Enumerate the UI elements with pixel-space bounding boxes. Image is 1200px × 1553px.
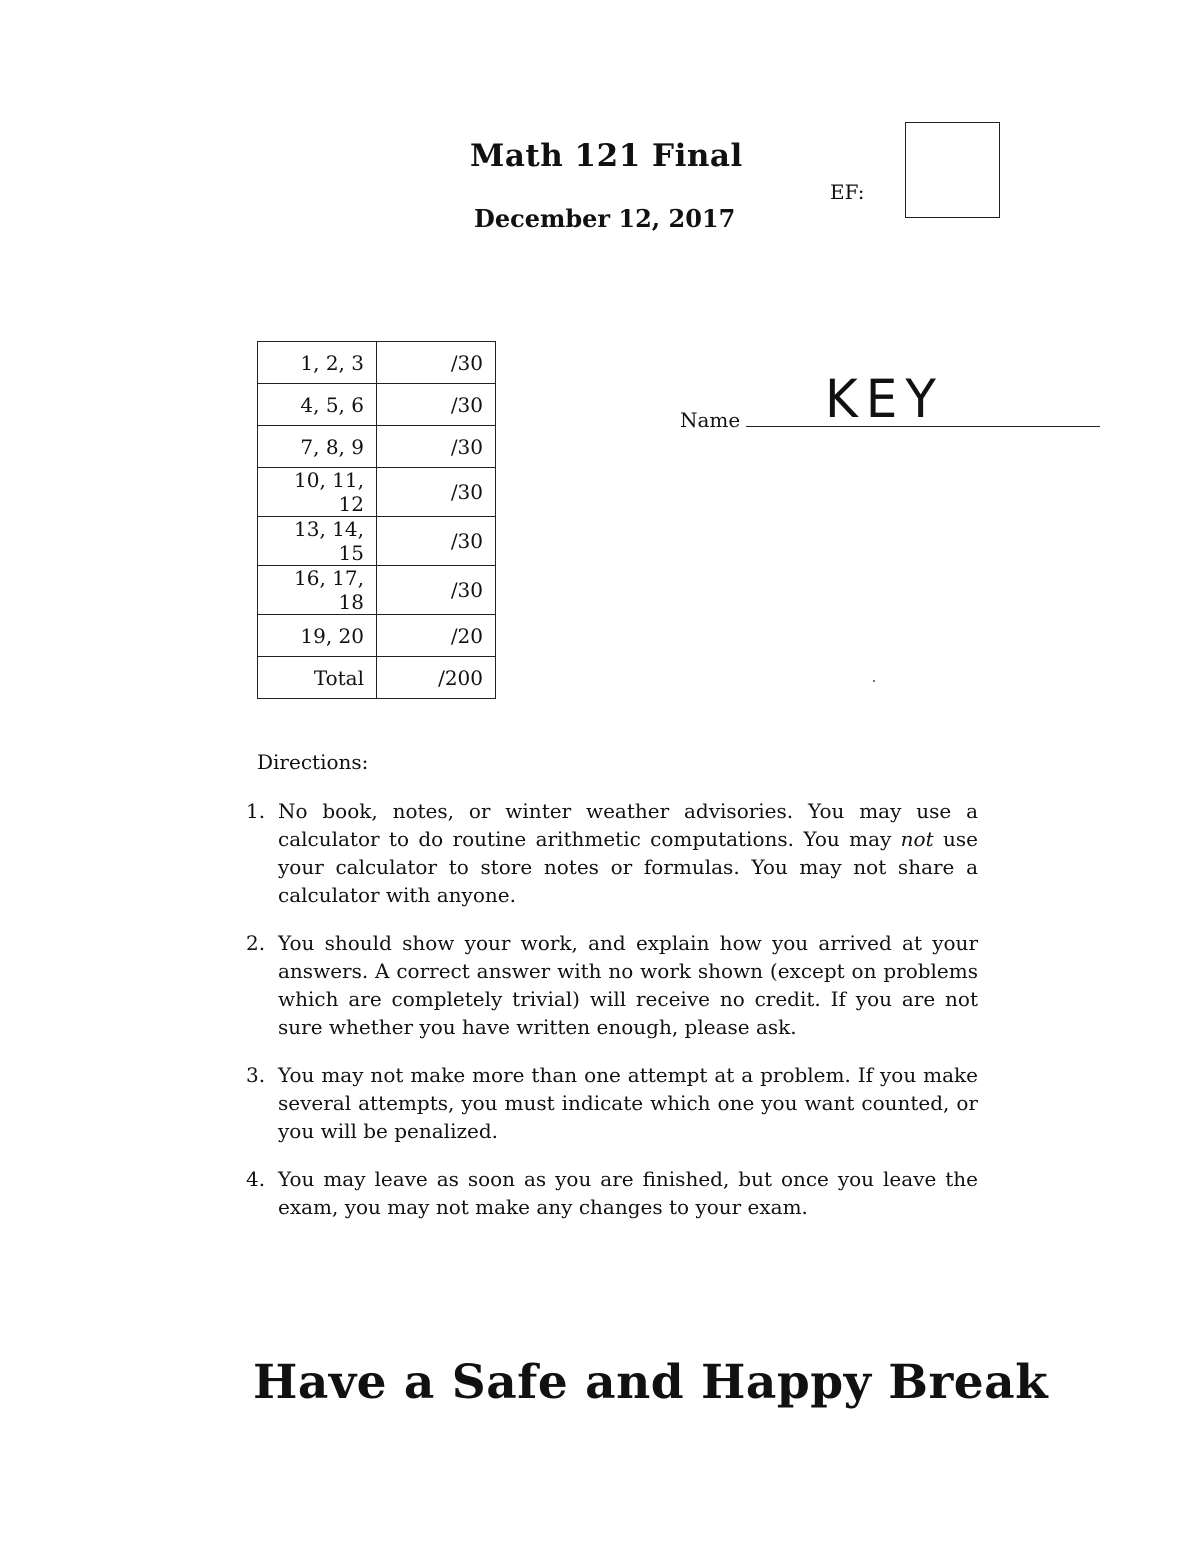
table-row <box>258 517 496 566</box>
exam-date: December 12, 2017 <box>474 204 736 233</box>
problems-cell: 4, 5, 6 <box>258 384 377 426</box>
problems-cell: 19, 20 <box>258 615 377 657</box>
table-row <box>258 657 496 699</box>
item-text: use your calculator to store notes or formulas. You may not share a calculator with anyone. <box>278 827 978 907</box>
ef-label: EF: <box>830 180 865 204</box>
ef-box <box>905 122 1000 218</box>
total-points-cell: /200 <box>377 657 496 699</box>
problems-cell: 13, 14, 15 <box>258 517 377 566</box>
table-row <box>258 426 496 468</box>
points-cell: /30 <box>377 342 496 384</box>
item-text: No book, notes, or winter weather advisories. You may use a calculator to do routine arithmetic computations. You may <box>278 799 978 851</box>
points-cell: /30 <box>377 517 496 566</box>
table-row <box>258 384 496 426</box>
name-value-handwritten: KEY <box>825 368 944 430</box>
item-text: You may leave as soon as you are finished, but once you leave the exam, you may not make any changes to your exam. <box>278 1167 978 1219</box>
list-item <box>246 797 978 909</box>
item-number: 2. <box>246 931 266 955</box>
problems-cell: 10, 11, 12 <box>258 468 377 517</box>
points-cell: /30 <box>377 468 496 517</box>
stray-dot <box>873 680 875 682</box>
total-label-cell: Total <box>258 657 377 699</box>
problems-cell: 7, 8, 9 <box>258 426 377 468</box>
table-row <box>258 342 496 384</box>
item-number: 4. <box>246 1167 266 1191</box>
score-table <box>257 341 496 699</box>
problems-cell: 1, 2, 3 <box>258 342 377 384</box>
points-cell: /20 <box>377 615 496 657</box>
item-text: You should show your work, and explain how you arrived at your answers. A correct answer with no work shown (except on problems which are completely trivial) will receive no credit. If you are not sure whether you have written enough, please ask. <box>278 931 978 1039</box>
footer-message: Have a Safe and Happy Break <box>253 1355 1049 1410</box>
item-number: 3. <box>246 1063 266 1087</box>
problems-cell: 16, 17, 18 <box>258 566 377 615</box>
name-field <box>680 370 1100 430</box>
list-item <box>246 929 978 1041</box>
points-cell: /30 <box>377 566 496 615</box>
points-cell: /30 <box>377 384 496 426</box>
exam-title: Math 121 Final <box>470 138 743 174</box>
directions-list <box>246 797 978 1241</box>
table-row <box>258 615 496 657</box>
list-item <box>246 1165 978 1221</box>
table-row <box>258 566 496 615</box>
item-text: You may not make more than one attempt at a problem. If you make several attempts, you must indicate which one you want counted, or you will be penalized. <box>278 1063 978 1143</box>
item-number: 1. <box>246 799 266 823</box>
list-item <box>246 1061 978 1145</box>
item-emphasis: not <box>900 827 934 851</box>
points-cell: /30 <box>377 426 496 468</box>
directions-heading: Directions: <box>257 750 369 774</box>
name-label: Name <box>680 408 741 432</box>
table-row <box>258 468 496 517</box>
